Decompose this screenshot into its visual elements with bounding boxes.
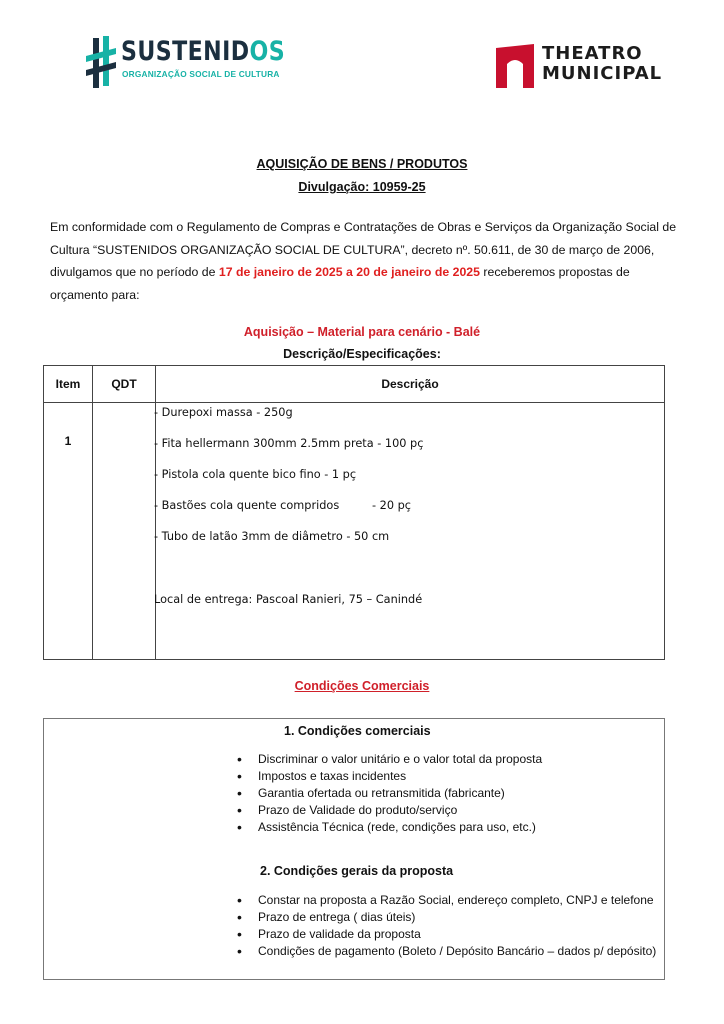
commercial-conditions-title: Condições Comerciais [294, 679, 430, 693]
header-qdt: QDT [93, 366, 156, 403]
list-item: • Prazo de Validade do produto/serviço [237, 802, 662, 819]
delivery-location: Local de entrega: Pascoal Ranieri, 75 – Canindé [154, 593, 423, 606]
logo-wordmark: SUSTENIDOS [121, 36, 286, 67]
hashtag-icon [84, 34, 118, 90]
list-item: - Pistola cola quente bico fino - 1 pç [154, 468, 357, 481]
bastoes-quantity: - 20 pç [372, 499, 412, 512]
divulgacao-number: Divulgação: 10959-25 [298, 180, 426, 194]
item-number-cell: 1 [44, 403, 93, 660]
list-item: - Fita hellermann 300mm 2.5mm preta - 100 pç [154, 437, 424, 450]
qdt-cell [93, 403, 156, 660]
specifications-title: Descrição/Especificações: [283, 347, 441, 361]
list-item: • Discriminar o valor unitário e o valor total da proposta [237, 751, 662, 768]
conditions-list-2 [237, 892, 662, 960]
document-title: AQUISIÇÃO DE BENS / PRODUTOS [256, 157, 468, 171]
list-item: - Durepoxi massa - 250g [154, 406, 293, 419]
logo-text: THEATRO MUNICIPAL [542, 43, 663, 84]
conditions-list-1 [237, 751, 662, 836]
theatro-municipal-logo [496, 44, 666, 90]
list-item: • Prazo de validade da proposta [237, 926, 662, 943]
list-item: • Condições de pagamento (Boleto / Depósito Bancário – dados p/ depósito) [237, 943, 662, 960]
list-item: • Prazo de entrega ( dias úteis) [237, 909, 662, 926]
logo-subtitle: ORGANIZAÇÃO SOCIAL DE CULTURA [122, 69, 280, 79]
header-item: Item [44, 366, 93, 403]
submission-period: 17 de janeiro de 2025 a 20 de janeiro de 2025 [218, 265, 480, 279]
list-item: • Impostos e taxas incidentes [237, 768, 662, 785]
conditions-heading-1: 1. Condições comerciais [284, 724, 431, 738]
list-item: • Garantia ofertada ou retransmitida (fabricante) [237, 785, 662, 802]
conditions-heading-2: 2. Condições gerais da proposta [260, 864, 454, 878]
list-item: - Bastões cola quente compridos [154, 499, 340, 512]
theatre-arch-icon [496, 44, 534, 88]
list-item: • Assistência Técnica (rede, condições para uso, etc.) [237, 819, 662, 836]
list-item: - Tubo de latão 3mm de diâmetro - 50 cm [154, 530, 390, 543]
items-table [43, 365, 665, 660]
acquisition-title: Aquisição – Material para cenário - Balé [243, 325, 481, 339]
table-header-row [44, 366, 665, 403]
header-descricao: Descrição [156, 366, 665, 403]
intro-paragraph: Em conformidade com o Regulamento de Compras e Contratações de Obras e Serviços da Organização Social de Cultura “SUSTENIDOS ORGANIZAÇÃO SOCIAL DE CULTURA”, decreto nº. 50.611, de 30 de março de 2006, divulgamos que no período de 17 de janeiro de 2025 a 20 de janeiro de 2025 receberemos propostas de orçamento para: [50, 220, 677, 302]
list-item: • Constar na proposta a Razão Social, endereço completo, CNPJ e telefone [237, 892, 662, 909]
sustenidos-logo [84, 34, 286, 90]
